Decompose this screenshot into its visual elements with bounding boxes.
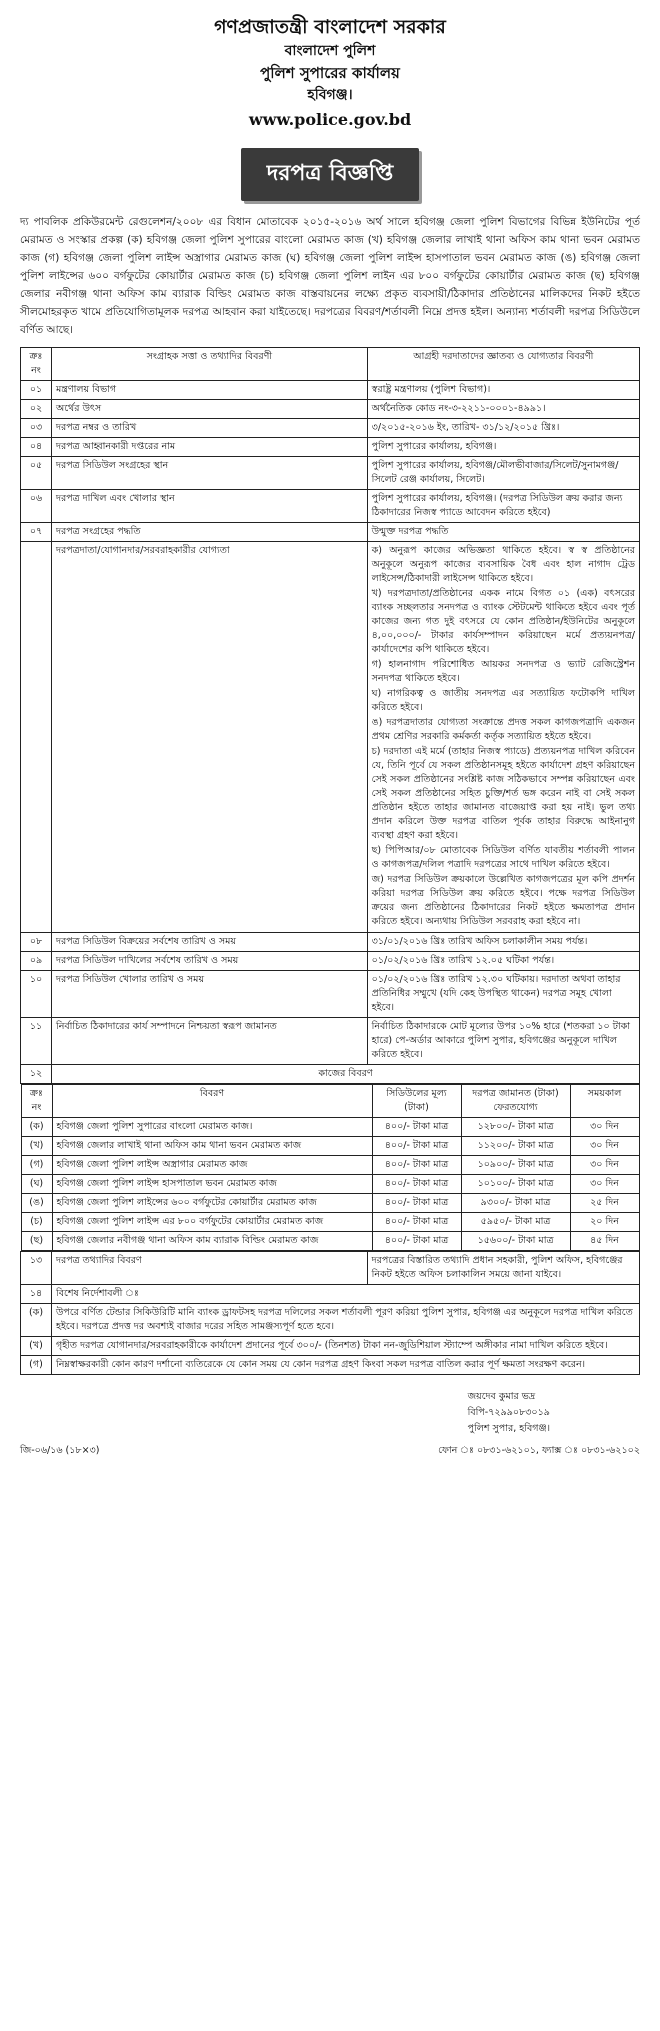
instruction-row <box>21 1356 640 1375</box>
work-time: ৩০ দিন <box>570 1137 639 1156</box>
work-price: ৪০০/- টাকা মাত্র <box>372 1175 461 1194</box>
qualification-label: দরপত্রদাতা/যোগানদার/সরবরাহকারীর যোগ্যতা <box>52 542 368 933</box>
row-sl: ১২ <box>21 1065 52 1084</box>
work-time: ৩০ দিন <box>570 1156 639 1175</box>
works-row <box>21 1232 639 1251</box>
work-price: ৪০০/- টাকা মাত্র <box>372 1156 461 1175</box>
tender-details-table <box>20 347 640 1375</box>
signature-block <box>468 1389 550 1437</box>
table-row <box>21 438 640 457</box>
works-col-sl: ক্রঃ নং <box>21 1085 52 1118</box>
row-item: দরপত্র সিডিউল খোলার তারিখ ও সময় <box>52 971 368 1018</box>
instruction-row <box>21 1337 640 1356</box>
row-sl: ০৪ <box>21 438 52 457</box>
qualification-row <box>21 542 640 933</box>
works-row <box>21 1137 639 1156</box>
contact-info: ফোন ঃ ০৮৩১-৬২১০১, ফ্যাক্স ঃ ০৮৩১-৬২১০২ <box>438 1445 640 1456</box>
row-sl <box>21 542 52 933</box>
work-sl: (ছ) <box>21 1232 52 1251</box>
tender-notice-page <box>20 0 640 1459</box>
special-instructions-row <box>21 1285 640 1304</box>
table-row <box>21 490 640 523</box>
signatory-designation: পুলিশ সুপার, হবিগঞ্জ। <box>467 1423 550 1434</box>
work-security: ৫৯৫০/- টাকা মাত্র <box>461 1213 570 1232</box>
table-row <box>21 1252 640 1285</box>
row-info: ০১/০২/২০১৬ খ্রিঃ তারিখ ১২.০৫ ঘটিকা পর্যন্ত। <box>367 952 639 971</box>
col-info: আগ্রহী দরদাতাদের জ্ঞাতব্য ও যোগ্যতার বিবরণী <box>367 348 639 381</box>
work-price: ৪০০/- টাকা মাত্র <box>372 1232 461 1251</box>
row-item: অর্থের উৎস <box>52 400 368 419</box>
work-desc: হবিগঞ্জ জেলা পুলিশ সুপারের বাংলো মেরামত কাজ। <box>52 1118 372 1137</box>
row-sl: ০৮ <box>21 933 52 952</box>
col-item: সংগ্রাহক সত্তা ও তথ্যাদির বিবরণী <box>52 348 368 381</box>
row-sl: ০৭ <box>21 523 52 542</box>
works-title-row <box>21 1065 640 1084</box>
works-table <box>21 1084 640 1251</box>
term: ঘ) নাগরিকত্ব ও জাতীয় সনদপত্র এর সত্যায়িত ফটোকপি দাখিল করিতে হইবে। <box>371 688 635 713</box>
work-desc: হবিগঞ্জ জেলার লাখাই থানা অফিস কাম থানা ভবন মেরামত কাজ <box>52 1137 372 1156</box>
work-security: ১১২০০/- টাকা মাত্র <box>461 1137 570 1156</box>
row-info: উন্মুক্ত দরপত্র পদ্ধতি <box>367 523 639 542</box>
row-item: নির্বাচিত ঠিকাদারের কার্য সম্পাদনে নিশ্চয়তা স্বরূপ জামানত <box>52 1018 368 1065</box>
term: ঙ) দরপত্রদাতার যোগ্যতা সংক্রান্তে প্রদত্ত সকল কাগজপত্রাদি একজন প্রথম শ্রেণির সরকারি কর্মকর্তা কর্তৃক সত্যায়িত হইতে হইবে। <box>371 717 635 742</box>
row-item: দরপত্র আহ্বানকারী দপ্তরের নাম <box>52 438 368 457</box>
instruction-sl: (খ) <box>21 1337 52 1356</box>
row-item: দরপত্র সিডিউল সংগ্রহের স্থান <box>52 457 368 490</box>
district-name: হবিগঞ্জ। <box>307 87 353 103</box>
special-instructions-title: বিশেষ নির্দেশাবলী ঃ <box>52 1285 640 1304</box>
row-info: স্বরাষ্ট্র মন্ত্রণালয় (পুলিশ বিভাগ)। <box>367 381 639 400</box>
row-item: দরপত্র তথ্যাদির বিবরণ <box>52 1252 368 1285</box>
work-price: ৪০০/- টাকা মাত্র <box>372 1137 461 1156</box>
table-row <box>21 1018 640 1065</box>
work-time: ৪৫ দিন <box>570 1232 639 1251</box>
row-info: নির্বাচিত ঠিকাদারকে মোট মূল্যের উপর ১০% হারে (শতকরা ১০ টাকা হারে) পে-অর্ডার আকারে পুলিশ সুপার, হবিগঞ্জের অনুকূলে দাখিল করিতে হইবে। <box>367 1018 639 1065</box>
table-header-row <box>21 348 640 381</box>
work-time: ২০ দিন <box>570 1213 639 1232</box>
works-col-time: সময়কাল <box>570 1085 639 1118</box>
work-sl: (ঙ) <box>21 1194 52 1213</box>
work-desc: হবিগঞ্জ জেলা পুলিশ লাইন্সের ৬০০ বর্গফুটের কোয়ার্টার মেরামত কাজ <box>52 1194 372 1213</box>
works-row <box>21 1175 639 1194</box>
table-row <box>21 457 640 490</box>
row-info: দরপত্রের বিস্তারিত তথ্যাদি প্রধান সহকারী, পুলিশ অফিস, হবিগঞ্জের নিকট হইতে অফিস চলাকালিন সময়ে জানা যাইবে। <box>367 1252 639 1285</box>
gov-title: গণপ্রজাতন্ত্রী বাংলাদেশ সরকার <box>214 16 446 38</box>
work-desc: হবিগঞ্জ জেলার নবীগঞ্জ থানা অফিস কাম ব্যারাক বিল্ডিং মেরামত কাজ <box>52 1232 372 1251</box>
row-info: ০১/০২/২০১৬ খ্রিঃ তারিখ ১২.৩০ ঘটিকায়। দরদাতা অথবা তাহার প্রতিনিধির সম্মুখে (যদি কেহ উপস্থিত থাকেন) দরপত্র সমূহ খোলা হইবে। <box>367 971 639 1018</box>
table-row <box>21 381 640 400</box>
works-col-desc: বিবরণ <box>52 1085 372 1118</box>
works-row <box>21 1194 639 1213</box>
row-sl: ০৩ <box>21 419 52 438</box>
work-security: ১৫৬০০/- টাকা মাত্র <box>461 1232 570 1251</box>
works-header-row <box>21 1085 639 1118</box>
table-row <box>21 400 640 419</box>
signatory-bp: বিপি-৭২৯৯০৮৩০১৯ <box>467 1407 550 1418</box>
row-sl: ০৬ <box>21 490 52 523</box>
intro-paragraph: দ্য পাবলিক প্রকিউরমেন্ট রেগুলেশন/২০০৮ এর বিধান মোতাবেক ২০১৫-২০১৬ অর্থ সালে হবিগঞ্জ জেলা পুলিশ বিভাগের বিভিন্ন ইউনিটের পূর্ত মেরামত ও সংস্কার প্রকল্প (ক) হবিগঞ্জ জেলা পুলিশ সুপারের বাংলো মেরামত কাজ (খ) হবিগঞ্জ জেলার লাখাই থানা অফিস কাম থানা ভবন মেরামত কাজ (গ) হবিগঞ্জ জেলা পুলিশ লাইন্স অস্ত্রাগার মেরামত কাজ (ঘ) হবিগঞ্জ জেলা পুলিশ লাইন্স হাসপাতাল ভবন মেরামত কাজ (ঙ) হবিগঞ্জ জেলা পুলিশ লাইন্সের ৬০০ বর্গফুটের কোয়ার্টার মেরামত কাজ (চ) হবিগঞ্জ জেলা পুলিশ লাইন এর ৮০০ বর্গফুটের কোয়ার্টার মেরামত কাজ (ছ) হবিগঞ্জ জেলার নবীগঞ্জ থানা অফিস কাম ব্যারাক বিল্ডিং মেরামত কাজ বাস্তবায়নের লক্ষ্যে প্রকৃত ব্যবসায়ী/ঠিকাদার প্রতিষ্ঠানের মালিকদের নিকট হইতে সীলমোহরকৃত খামে প্রতিযোগিতামূলক দরপত্র আহবান করা যাইতেছে। দরপত্রের বিবরণ/শর্তাবলী নিম্নে প্রদত্ত হইল। অন্যান্য শর্তাবলী দরপত্র সিডিউলে বর্ণিত আছে। <box>20 216 641 336</box>
term: চ) দরদাতা এই মর্মে (তাহার নিজস্ব প্যাডে) প্রত্যয়নপত্র দাখিল করিবেন যে, তিনি পূর্বে যে সকল প্রতিষ্ঠানসমূহ হইতে কার্যাদেশ গ্রহণ করিয়াছেন সেই সকল প্রতিষ্ঠানের সংশ্লিষ্ট কাজ সঠিকভাবে সম্পন্ন করিয়াছেন এবং সেই সকল প্রতিষ্ঠানের সহিত চুক্তি/শর্ত ভঙ্গ করেন নাই বা সেই সকল প্রতিষ্ঠান হইতে তাহার জামানত বাজেয়াপ্ত করা হয় নাই। ভুল তথ্য প্রদান করিলে উক্ত দরপত্র বাতিল পূর্বক তাহার বিরুদ্ধে আইনানুগ ব্যবস্থা গ্রহণ করা হইবে। <box>371 746 635 841</box>
notice-banner: দরপত্র বিজ্ঞপ্তি <box>241 148 419 201</box>
work-time: ৩০ দিন <box>570 1175 639 1194</box>
works-col-price: সিডিউলের মূল্য (টাকা) <box>372 1085 461 1118</box>
row-sl: ১০ <box>21 971 52 1018</box>
work-price: ৪০০/- টাকা মাত্র <box>372 1213 461 1232</box>
work-price: ৪০০/- টাকা মাত্র <box>372 1194 461 1213</box>
work-sl: (চ) <box>21 1213 52 1232</box>
works-row <box>21 1118 639 1137</box>
row-info: ৩/২০১৫-২০১৬ ইং, তারিখ- ৩১/১২/২০১৫ খ্রিঃ। <box>367 419 639 438</box>
row-sl: ০৫ <box>21 457 52 490</box>
work-sl: (ক) <box>21 1118 52 1137</box>
work-desc: হবিগঞ্জ জেলা পুলিশ লাইন্স অস্ত্রাগার মেরামত কাজ <box>52 1156 372 1175</box>
signatory-name: জয়দেব কুমার ভদ্র <box>467 1391 536 1402</box>
instruction-text: গৃহীত দরপত্র যোগানদার/সরবরাহকারীকে কার্যাদেশ প্রদানের পূর্বে ৩০০/- (তিনশত) টাকা নন-জুডিশিয়াল স্ট্যাম্পে অঙ্গীকার নামা দাখিল করিতে হইবে। <box>52 1337 640 1356</box>
row-item: দরপত্র নম্বর ও তারিখ <box>52 419 368 438</box>
term: জ) দরপত্র সিডিউল ক্রয়কালে উল্লেখিত কাগজপত্রের মূল কপি প্রদর্শন করিয়া দরপত্র সিডিউল ক্রয় করিতে হইবে। পক্ষে দরপত্র সিডিউল ক্রয়ের জন্য প্রতিষ্ঠানের ঠিকাদারের নিকট হইতে ক্ষমতাপত্র প্রদান করিতে হইবে। অন্যথায় সিডিউল সরবরাহ করা হইবে না। <box>371 874 635 927</box>
row-info: পুলিশ সুপারের কার্যালয়, হবিগঞ্জ। (দরপত্র সিডিউল ক্রয় করার জন্য ঠিকাদারের নিজস্ব প্যাডে আবেদন করিতে হইবে) <box>367 490 639 523</box>
footer <box>20 1389 640 1459</box>
work-security: ৯৩০০/- টাকা মাত্র <box>461 1194 570 1213</box>
term: ক) অনুরূপ কাজের অভিজ্ঞতা থাকিতে হইবে। স্ব স্ব প্রতিষ্ঠানের অনুকূলে অনুরূপ কাজের ব্যবসায়িক বৈধ এবং হাল নাগাদ ট্রেড লাইসেন্স/ঠিকাদারী লাইসেন্স থাকিতে হইবে। <box>371 545 635 584</box>
office-name: পুলিশ সুপারের কার্যালয় <box>260 64 400 82</box>
reference-code: জি-০৬/১৬ (১৮×৩) <box>20 1445 100 1456</box>
work-sl: (গ) <box>21 1156 52 1175</box>
row-item: মন্ত্রণালয় বিভাগ <box>52 381 368 400</box>
qualification-terms <box>367 542 639 933</box>
instruction-sl: (ক) <box>21 1304 52 1337</box>
instruction-row <box>21 1304 640 1337</box>
table-row <box>21 971 640 1018</box>
table-row <box>21 419 640 438</box>
work-sl: (ঘ) <box>21 1175 52 1194</box>
works-table-row <box>21 1084 640 1252</box>
work-price: ৪০০/- টাকা মাত্র <box>372 1118 461 1137</box>
row-sl: ০১ <box>21 381 52 400</box>
row-item: দরপত্র সিডিউল বিক্রয়ের সর্বশেষ তারিখ ও সময় <box>52 933 368 952</box>
row-sl: ১৩ <box>21 1252 52 1285</box>
row-item: দরপত্র সংগ্রহের পদ্ধতি <box>52 523 368 542</box>
works-row <box>21 1156 639 1175</box>
work-time: ৩০ দিন <box>570 1118 639 1137</box>
work-time: ২৫ দিন <box>570 1194 639 1213</box>
website: www.police.gov.bd <box>248 110 412 129</box>
instruction-text: নিম্নস্বাক্ষরকারী কোন কারণ দর্শানো ব্যতিরেকে যে কোন সময় যে কোন দরপত্র গ্রহণ কিংবা সকল দরপত্র বাতিল করার পূর্ণ ক্ষমতা সংরক্ষণ করেন। <box>52 1356 640 1375</box>
work-security: ১০১০০/- টাকা মাত্র <box>461 1175 570 1194</box>
table-row <box>21 933 640 952</box>
row-info: ৩১/০১/২০১৬ খ্রিঃ তারিখ অফিস চলাকালীন সময় পর্যন্ত। <box>367 933 639 952</box>
row-info: অর্থনৈতিক কোড নং-৩-২২১১-০০০১-৪৯৯১। <box>367 400 639 419</box>
row-item: দরপত্র সিডিউল দাখিলের সর্বশেষ তারিখ ও সময় <box>52 952 368 971</box>
work-desc: হবিগঞ্জ জেলা পুলিশ লাইন্স হাসপাতাল ভবন মেরামত কাজ <box>52 1175 372 1194</box>
table-row <box>21 952 640 971</box>
instruction-text: উপরে বর্ণিত টেন্ডার সিকিউরিটি মানি ব্যাংক ড্রাফটসহ দরপত্র দলিলের সকল শর্তাবলী পূরণ করিয়া পুলিশ সুপার, হবিগঞ্জ এর অনুকূলে দরপত্র দাখিল করিতে হইবে। দরপত্রে প্রদত্ত দর অবশ্যই বাজার দরের সহিত সামঞ্জস্যপূর্ণ হতে হবে। <box>52 1304 640 1337</box>
row-sl: ০৯ <box>21 952 52 971</box>
instruction-sl: (গ) <box>21 1356 52 1375</box>
work-security: ১০৯০০/- টাকা মাত্র <box>461 1156 570 1175</box>
term: ছ) পিপিআর/০৮ মোতাবেক সিডিউল বর্ণিত যাবতীয় শর্তাবলী পালন ও কাগজপত্র/দলিল পত্রাদি দরপত্রের সাথে দাখিল করিতে হইবে। <box>371 845 635 870</box>
work-security: ১২৮০০/- টাকা মাত্র <box>461 1118 570 1137</box>
header <box>20 14 640 132</box>
term: গ) হালনাগাদ পরিশোধিত আয়কর সনদপত্র ও ভ্যাট রেজিস্ট্রেশন সনদপত্র থাকিতে হইবে। <box>371 659 635 684</box>
work-sl: (খ) <box>21 1137 52 1156</box>
works-title: কাজের বিবরণ <box>52 1065 640 1084</box>
row-sl: ১১ <box>21 1018 52 1065</box>
row-info: পুলিশ সুপারের কার্যালয়, হবিগঞ্জ/মৌলভীবাজার/সিলেট/সুনামগঞ্জ/সিলেট রেঞ্জ কার্যালয়, সিলেট। <box>367 457 639 490</box>
table-row <box>21 523 640 542</box>
row-sl: ০২ <box>21 400 52 419</box>
works-row <box>21 1213 639 1232</box>
row-info: পুলিশ সুপারের কার্যালয়, হবিগঞ্জ। <box>367 438 639 457</box>
dept-name: বাংলাদেশ পুলিশ <box>284 43 376 59</box>
col-sl: ক্রঃ নং <box>21 348 52 381</box>
work-desc: হবিগঞ্জ জেলা পুলিশ লাইন্স এর ৮০০ বর্গফুটের কোয়ার্টার মেরামত কাজ <box>52 1213 372 1232</box>
term: খ) দরপত্রদাতা/প্রতিষ্ঠানের একক নামে বিগত ০১ (এক) বৎসরের ব্যাংক সচ্ছলতার সনদপত্র ও ব্যাংক স্টেটমেন্ট থাকিতে হইবে এবং পূর্ত কাজের জন্য গত দুই বৎসরে যে কোন প্রতিষ্ঠান/ইউনিটের অনুকূলে ৪,০০,০০০/- টাকার কার্যসম্পাদন করিয়াছেন মর্মে প্রত্যয়নপত্র/কার্যাদেশের কপি থাকিতে হইবে। <box>371 588 635 655</box>
row-item: দরপত্র দাখিল এবং খোলার স্থান <box>52 490 368 523</box>
row-sl: ১৪ <box>21 1285 52 1304</box>
works-col-security: দরপত্র জামানত (টাকা) ফেরতযোগ্য <box>461 1085 570 1118</box>
